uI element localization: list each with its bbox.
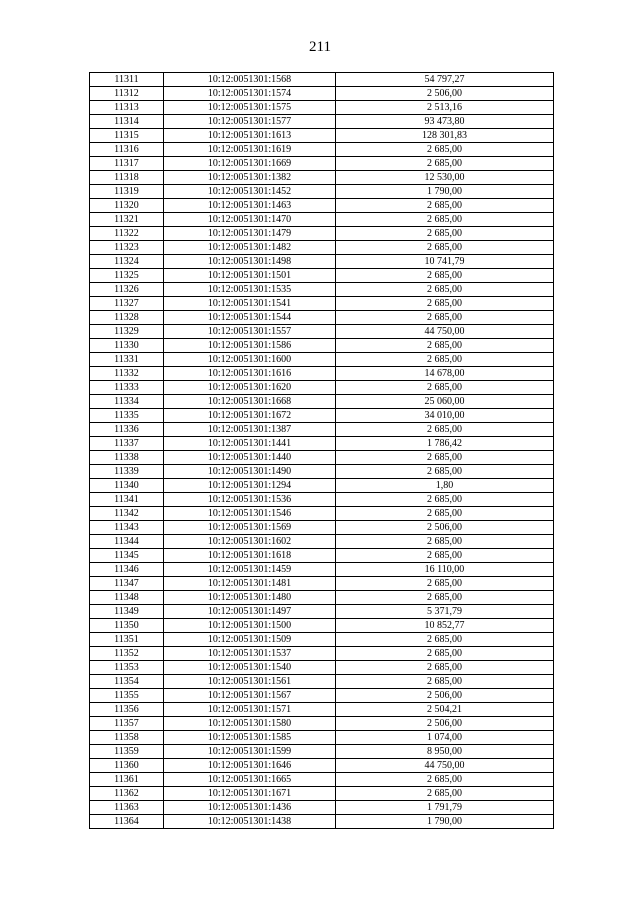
- table-row: [90, 759, 554, 773]
- cadastral-number-cell: 10:12:0051301:1498: [164, 255, 336, 269]
- row-number-cell: 11336: [90, 423, 164, 437]
- row-number-cell: 11321: [90, 213, 164, 227]
- cadastral-value-cell: 2 513,16: [336, 101, 554, 115]
- row-number-cell: 11329: [90, 325, 164, 339]
- table-row: [90, 395, 554, 409]
- cadastral-value-cell: 2 685,00: [336, 577, 554, 591]
- cadastral-value-cell: 1 790,00: [336, 185, 554, 199]
- cadastral-number-cell: 10:12:0051301:1509: [164, 633, 336, 647]
- row-number-cell: 11359: [90, 745, 164, 759]
- table-row: [90, 185, 554, 199]
- table-row: [90, 633, 554, 647]
- cadastral-value-cell: 1 074,00: [336, 731, 554, 745]
- cadastral-number-cell: 10:12:0051301:1577: [164, 115, 336, 129]
- cadastral-value-cell: 1 790,00: [336, 815, 554, 829]
- cadastral-number-cell: 10:12:0051301:1387: [164, 423, 336, 437]
- table-row: [90, 381, 554, 395]
- cadastral-number-cell: 10:12:0051301:1602: [164, 535, 336, 549]
- cadastral-number-cell: 10:12:0051301:1618: [164, 549, 336, 563]
- cadastral-value-cell: 2 685,00: [336, 661, 554, 675]
- cadastral-number-cell: 10:12:0051301:1497: [164, 605, 336, 619]
- table-row: [90, 479, 554, 493]
- row-number-cell: 11364: [90, 815, 164, 829]
- row-number-cell: 11315: [90, 129, 164, 143]
- cadastral-number-cell: 10:12:0051301:1294: [164, 479, 336, 493]
- cadastral-number-cell: 10:12:0051301:1440: [164, 451, 336, 465]
- cadastral-number-cell: 10:12:0051301:1501: [164, 269, 336, 283]
- row-number-cell: 11312: [90, 87, 164, 101]
- table-row: [90, 801, 554, 815]
- cadastral-number-cell: 10:12:0051301:1571: [164, 703, 336, 717]
- table-row: [90, 283, 554, 297]
- cadastral-value-cell: 10 852,77: [336, 619, 554, 633]
- table-row: [90, 115, 554, 129]
- table-row: [90, 773, 554, 787]
- row-number-cell: 11337: [90, 437, 164, 451]
- cadastral-value-cell: 2 685,00: [336, 143, 554, 157]
- row-number-cell: 11335: [90, 409, 164, 423]
- row-number-cell: 11356: [90, 703, 164, 717]
- cadastral-number-cell: 10:12:0051301:1600: [164, 353, 336, 367]
- table-row: [90, 325, 554, 339]
- row-number-cell: 11333: [90, 381, 164, 395]
- cadastral-value-cell: 2 685,00: [336, 269, 554, 283]
- table-row: [90, 143, 554, 157]
- cadastral-number-cell: 10:12:0051301:1481: [164, 577, 336, 591]
- cadastral-value-cell: 2 506,00: [336, 689, 554, 703]
- row-number-cell: 11341: [90, 493, 164, 507]
- row-number-cell: 11357: [90, 717, 164, 731]
- cadastral-number-cell: 10:12:0051301:1613: [164, 129, 336, 143]
- table-row: [90, 255, 554, 269]
- table-row: [90, 521, 554, 535]
- cadastral-value-cell: 2 685,00: [336, 241, 554, 255]
- cadastral-value-cell: 2 685,00: [336, 381, 554, 395]
- table-row: [90, 605, 554, 619]
- table-row: [90, 73, 554, 87]
- row-number-cell: 11353: [90, 661, 164, 675]
- row-number-cell: 11363: [90, 801, 164, 815]
- cadastral-value-cell: 2 685,00: [336, 493, 554, 507]
- row-number-cell: 11339: [90, 465, 164, 479]
- cadastral-number-cell: 10:12:0051301:1500: [164, 619, 336, 633]
- cadastral-value-cell: 54 797,27: [336, 73, 554, 87]
- cadastral-number-cell: 10:12:0051301:1382: [164, 171, 336, 185]
- table-row: [90, 619, 554, 633]
- cadastral-number-cell: 10:12:0051301:1459: [164, 563, 336, 577]
- row-number-cell: 11340: [90, 479, 164, 493]
- cadastral-value-cell: 1 786,42: [336, 437, 554, 451]
- cadastral-number-cell: 10:12:0051301:1537: [164, 647, 336, 661]
- table-row: [90, 213, 554, 227]
- cadastral-number-cell: 10:12:0051301:1616: [164, 367, 336, 381]
- table-row: [90, 311, 554, 325]
- table-row: [90, 451, 554, 465]
- table-row: [90, 157, 554, 171]
- row-number-cell: 11354: [90, 675, 164, 689]
- cadastral-value-cell: 44 750,00: [336, 759, 554, 773]
- row-number-cell: 11346: [90, 563, 164, 577]
- row-number-cell: 11350: [90, 619, 164, 633]
- cadastral-number-cell: 10:12:0051301:1586: [164, 339, 336, 353]
- table-row: [90, 731, 554, 745]
- row-number-cell: 11324: [90, 255, 164, 269]
- table-row: [90, 353, 554, 367]
- table-row: [90, 591, 554, 605]
- cadastral-value-cell: 14 678,00: [336, 367, 554, 381]
- cadastral-number-cell: 10:12:0051301:1646: [164, 759, 336, 773]
- cadastral-number-cell: 10:12:0051301:1479: [164, 227, 336, 241]
- table-row: [90, 171, 554, 185]
- cadastral-number-cell: 10:12:0051301:1567: [164, 689, 336, 703]
- cadastral-number-cell: 10:12:0051301:1438: [164, 815, 336, 829]
- cadastral-number-cell: 10:12:0051301:1480: [164, 591, 336, 605]
- row-number-cell: 11332: [90, 367, 164, 381]
- page-number: 211: [309, 39, 331, 55]
- row-number-cell: 11343: [90, 521, 164, 535]
- cadastral-number-cell: 10:12:0051301:1482: [164, 241, 336, 255]
- cadastral-value-cell: 2 685,00: [336, 591, 554, 605]
- cadastral-number-cell: 10:12:0051301:1599: [164, 745, 336, 759]
- table-row: [90, 87, 554, 101]
- table-row: [90, 129, 554, 143]
- row-number-cell: 11317: [90, 157, 164, 171]
- cadastral-number-cell: 10:12:0051301:1452: [164, 185, 336, 199]
- cadastral-value-cell: 5 371,79: [336, 605, 554, 619]
- row-number-cell: 11322: [90, 227, 164, 241]
- row-number-cell: 11319: [90, 185, 164, 199]
- row-number-cell: 11351: [90, 633, 164, 647]
- cadastral-number-cell: 10:12:0051301:1441: [164, 437, 336, 451]
- cadastral-value-cell: 2 685,00: [336, 353, 554, 367]
- row-number-cell: 11352: [90, 647, 164, 661]
- table-row: [90, 745, 554, 759]
- row-number-cell: 11318: [90, 171, 164, 185]
- row-number-cell: 11334: [90, 395, 164, 409]
- cadastral-value-table: [89, 72, 554, 829]
- table-row: [90, 101, 554, 115]
- table-row: [90, 815, 554, 829]
- row-number-cell: 11361: [90, 773, 164, 787]
- row-number-cell: 11349: [90, 605, 164, 619]
- cadastral-number-cell: 10:12:0051301:1620: [164, 381, 336, 395]
- table-row: [90, 535, 554, 549]
- cadastral-value-cell: 2 685,00: [336, 213, 554, 227]
- cadastral-value-cell: 2 685,00: [336, 465, 554, 479]
- cadastral-number-cell: 10:12:0051301:1568: [164, 73, 336, 87]
- cadastral-number-cell: 10:12:0051301:1569: [164, 521, 336, 535]
- cadastral-number-cell: 10:12:0051301:1672: [164, 409, 336, 423]
- row-number-cell: 11328: [90, 311, 164, 325]
- cadastral-number-cell: 10:12:0051301:1671: [164, 787, 336, 801]
- row-number-cell: 11327: [90, 297, 164, 311]
- cadastral-value-cell: 2 685,00: [336, 423, 554, 437]
- cadastral-value-cell: 2 685,00: [336, 199, 554, 213]
- cadastral-number-cell: 10:12:0051301:1541: [164, 297, 336, 311]
- row-number-cell: 11344: [90, 535, 164, 549]
- cadastral-value-cell: 2 506,00: [336, 87, 554, 101]
- row-number-cell: 11362: [90, 787, 164, 801]
- table-row: [90, 689, 554, 703]
- cadastral-value-cell: 2 685,00: [336, 227, 554, 241]
- row-number-cell: 11316: [90, 143, 164, 157]
- cadastral-number-cell: 10:12:0051301:1575: [164, 101, 336, 115]
- table-row: [90, 647, 554, 661]
- table-row: [90, 563, 554, 577]
- cadastral-value-cell: 34 010,00: [336, 409, 554, 423]
- cadastral-value-cell: 44 750,00: [336, 325, 554, 339]
- row-number-cell: 11342: [90, 507, 164, 521]
- cadastral-value-cell: 93 473,80: [336, 115, 554, 129]
- cadastral-value-cell: 2 685,00: [336, 535, 554, 549]
- table-row: [90, 493, 554, 507]
- table-row: [90, 675, 554, 689]
- table-row: [90, 367, 554, 381]
- row-number-cell: 11313: [90, 101, 164, 115]
- cadastral-value-cell: 2 685,00: [336, 311, 554, 325]
- table-row: [90, 465, 554, 479]
- row-number-cell: 11331: [90, 353, 164, 367]
- table-row: [90, 409, 554, 423]
- cadastral-number-cell: 10:12:0051301:1669: [164, 157, 336, 171]
- cadastral-value-cell: 2 685,00: [336, 451, 554, 465]
- cadastral-number-cell: 10:12:0051301:1490: [164, 465, 336, 479]
- row-number-cell: 11338: [90, 451, 164, 465]
- cadastral-value-cell: 128 301,83: [336, 129, 554, 143]
- table-body: [90, 73, 554, 829]
- row-number-cell: 11311: [90, 73, 164, 87]
- row-number-cell: 11355: [90, 689, 164, 703]
- row-number-cell: 11320: [90, 199, 164, 213]
- table-row: [90, 661, 554, 675]
- cadastral-value-cell: 12 530,00: [336, 171, 554, 185]
- cadastral-value-cell: 2 685,00: [336, 157, 554, 171]
- row-number-cell: 11326: [90, 283, 164, 297]
- cadastral-value-cell: 2 685,00: [336, 633, 554, 647]
- cadastral-value-cell: 2 685,00: [336, 787, 554, 801]
- row-number-cell: 11314: [90, 115, 164, 129]
- cadastral-value-cell: 2 685,00: [336, 675, 554, 689]
- table-row: [90, 297, 554, 311]
- cadastral-number-cell: 10:12:0051301:1544: [164, 311, 336, 325]
- cadastral-value-cell: 1 791,79: [336, 801, 554, 815]
- row-number-cell: 11358: [90, 731, 164, 745]
- cadastral-value-cell: 25 060,00: [336, 395, 554, 409]
- cadastral-number-cell: 10:12:0051301:1585: [164, 731, 336, 745]
- table-row: [90, 703, 554, 717]
- cadastral-number-cell: 10:12:0051301:1619: [164, 143, 336, 157]
- cadastral-number-cell: 10:12:0051301:1463: [164, 199, 336, 213]
- table-row: [90, 717, 554, 731]
- cadastral-number-cell: 10:12:0051301:1668: [164, 395, 336, 409]
- cadastral-value-cell: 2 506,00: [336, 521, 554, 535]
- cadastral-value-cell: 2 504,21: [336, 703, 554, 717]
- row-number-cell: 11360: [90, 759, 164, 773]
- cadastral-value-cell: 16 110,00: [336, 563, 554, 577]
- row-number-cell: 11348: [90, 591, 164, 605]
- cadastral-number-cell: 10:12:0051301:1665: [164, 773, 336, 787]
- cadastral-value-cell: 2 685,00: [336, 549, 554, 563]
- cadastral-number-cell: 10:12:0051301:1546: [164, 507, 336, 521]
- row-number-cell: 11325: [90, 269, 164, 283]
- table-row: [90, 577, 554, 591]
- table-row: [90, 339, 554, 353]
- cadastral-number-cell: 10:12:0051301:1574: [164, 87, 336, 101]
- row-number-cell: 11330: [90, 339, 164, 353]
- cadastral-value-cell: 2 685,00: [336, 283, 554, 297]
- cadastral-value-cell: 2 685,00: [336, 339, 554, 353]
- cadastral-value-cell: 2 685,00: [336, 773, 554, 787]
- cadastral-value-cell: 2 506,00: [336, 717, 554, 731]
- table-row: [90, 227, 554, 241]
- table-row: [90, 199, 554, 213]
- row-number-cell: 11345: [90, 549, 164, 563]
- cadastral-number-cell: 10:12:0051301:1580: [164, 717, 336, 731]
- cadastral-number-cell: 10:12:0051301:1540: [164, 661, 336, 675]
- table-row: [90, 269, 554, 283]
- table-row: [90, 423, 554, 437]
- cadastral-number-cell: 10:12:0051301:1536: [164, 493, 336, 507]
- table-row: [90, 241, 554, 255]
- cadastral-value-cell: 8 950,00: [336, 745, 554, 759]
- cadastral-value-cell: 2 685,00: [336, 647, 554, 661]
- table-row: [90, 437, 554, 451]
- cadastral-number-cell: 10:12:0051301:1561: [164, 675, 336, 689]
- row-number-cell: 11323: [90, 241, 164, 255]
- cadastral-number-cell: 10:12:0051301:1535: [164, 283, 336, 297]
- cadastral-value-cell: 2 685,00: [336, 507, 554, 521]
- cadastral-value-cell: 10 741,79: [336, 255, 554, 269]
- cadastral-number-cell: 10:12:0051301:1557: [164, 325, 336, 339]
- cadastral-value-cell: 2 685,00: [336, 297, 554, 311]
- table-row: [90, 549, 554, 563]
- table-row: [90, 507, 554, 521]
- table-row: [90, 787, 554, 801]
- cadastral-number-cell: 10:12:0051301:1470: [164, 213, 336, 227]
- row-number-cell: 11347: [90, 577, 164, 591]
- cadastral-value-cell: 1,80: [336, 479, 554, 493]
- cadastral-number-cell: 10:12:0051301:1436: [164, 801, 336, 815]
